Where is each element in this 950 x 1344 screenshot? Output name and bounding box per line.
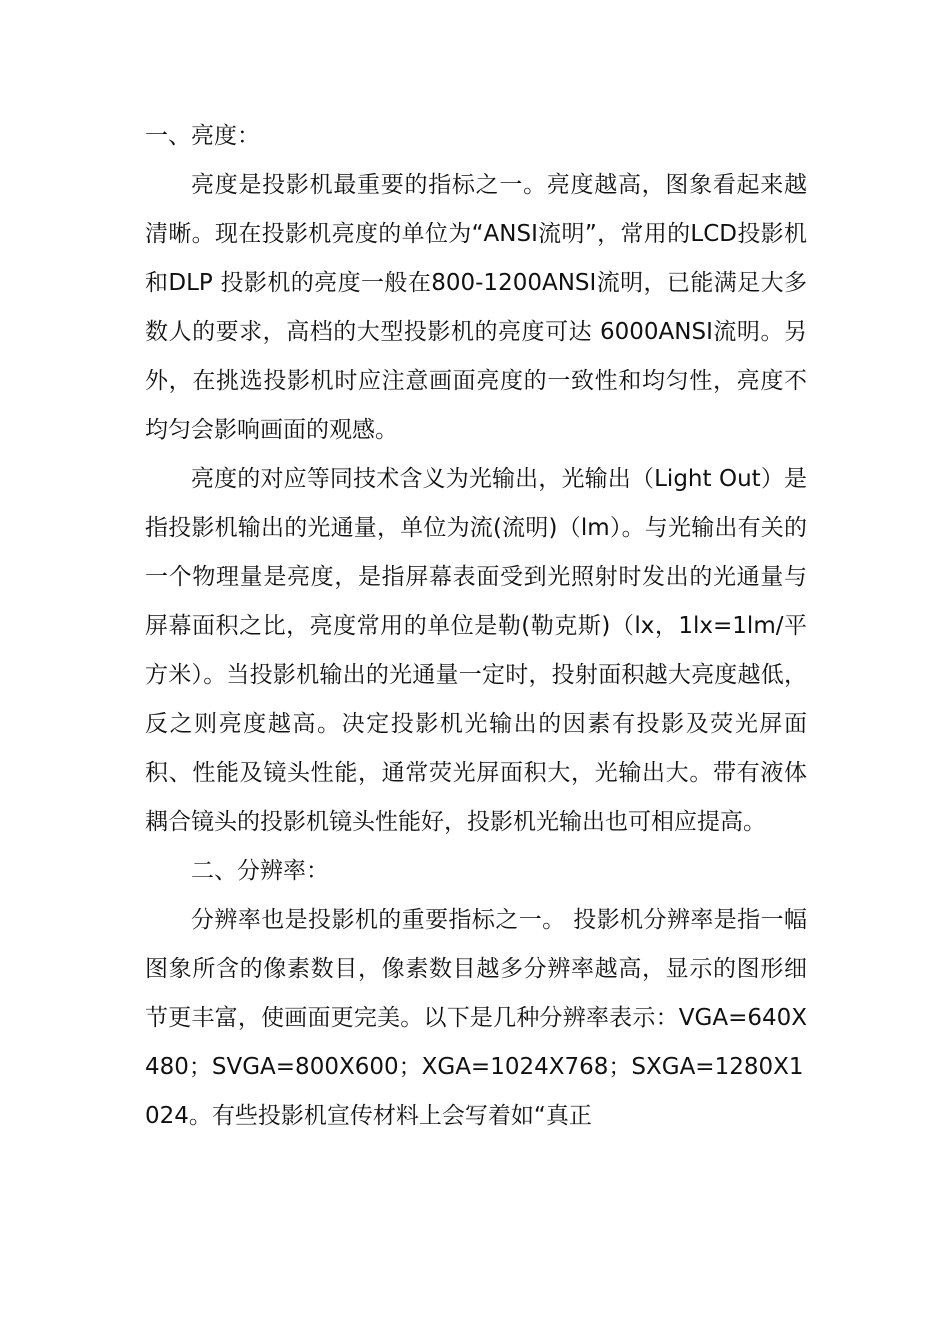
- paragraph-resolution-intro: 分辨率也是投影机的重要指标之一。 投影机分辨率是指一幅图象所含的像素数目，像素数目越多分辨率越高，显示的图形细节更丰富，使画面更完美。以下是几种分辨率表示：VGA=640X480；SVGA=800X600；XGA=1024X768；SXGA=1280X1024。有些投影机宣传材料上会写着如“真正: [145, 907, 807, 1129]
- document-body: [145, 112, 807, 1141]
- paragraph-brightness-light-output: 亮度的对应等同技术含义为光输出，光输出（Light Out）是指投影机输出的光通量，单位为流(流明)（lm）。与光输出有关的一个物理量是亮度，是指屏幕表面受到光照射时发出的光通量与屏幕面积之比，亮度常用的单位是勒(勒克斯)（lx，1lx=1lm/平方米）。当投影机输出的光通量一定时，投射面积越大亮度越低，反之则亮度越高。决定投影机光输出的因素有投影及荧光屏面积、性能及镜头性能，通常荧光屏面积大，光输出大。带有液体耦合镜头的投影机镜头性能好，投影机光输出也可相应提高。: [145, 466, 807, 835]
- section-heading-resolution: 二、分辨率：: [191, 858, 329, 884]
- paragraph-brightness-intro: 亮度是投影机最重要的指标之一。亮度越高，图象看起来越清晰。现在投影机亮度的单位为“ANSI流明”，常用的LCD投影机和DLP 投影机的亮度一般在800-1200ANSI流明，已能满足大多数人的要求，高档的大型投影机的亮度可达 6000ANSI流明。另外，在挑选投影机时应注意画面亮度的一致性和均匀性，亮度不均匀会影响画面的观感。: [145, 172, 807, 443]
- section-heading-brightness: 一、亮度：: [145, 123, 260, 149]
